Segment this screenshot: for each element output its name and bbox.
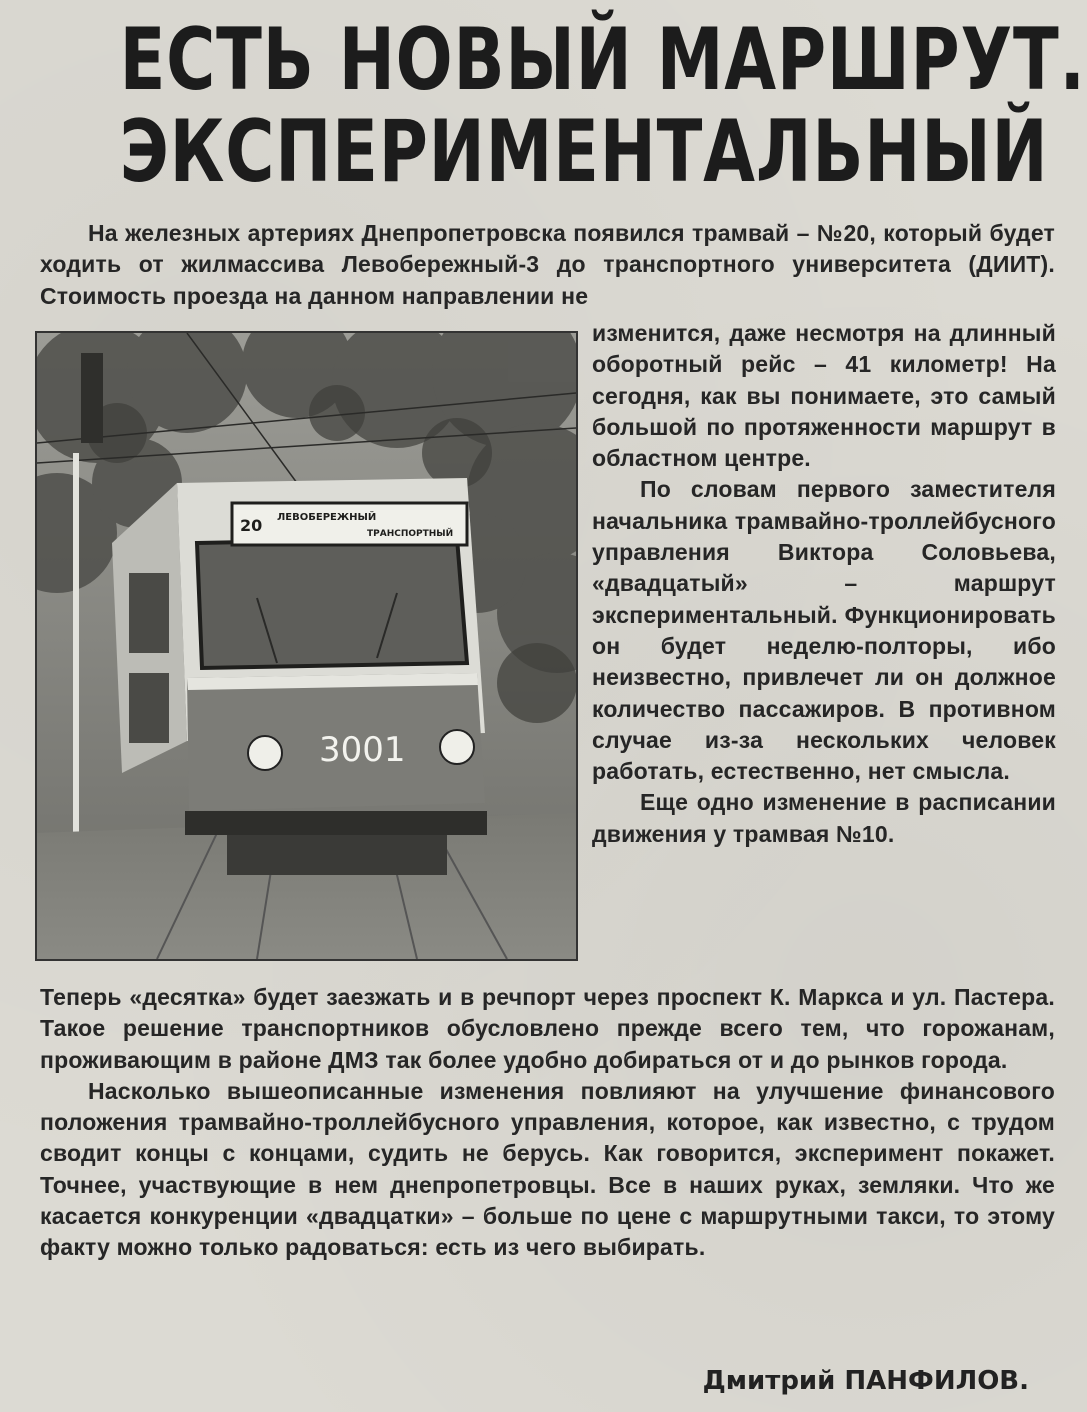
side-column — [592, 318, 1056, 850]
headline — [119, 10, 1086, 202]
tram-photo — [35, 331, 578, 961]
side-paragraph-3: Еще одно изменение в расписании движения у трамвая №10. — [592, 789, 1056, 847]
side-paragraph-1: изменится, даже несмотря на длинный оборотный рейс – 41 километр! На сегодня, как вы понимаете, это самый большой по протяженности маршрут в областном центре. — [592, 320, 1056, 472]
headline-line-2: ЭКСПЕРИМЕНТАЛЬНЫЙ — [119, 102, 1049, 202]
bottom-paragraph-1: Теперь «десятка» будет заезжать и в речпорт через проспект К. Маркса и ул. Пастера. Такое решение транспортников обусловлено прежде всего тем, что горожанам, проживающим в районе ДМЗ так более удобно добираться от и до рынков города. — [40, 984, 1055, 1073]
bottom-paragraph-2: Насколько вышеописанные изменения повлияют на улучшение финансового положения трамвайно-троллейбусного управления, которое, как известно, с трудом сводит концы с концами, судить не берусь. Как говорится, эксперимент покажет. Точнее, участвующие в нем днепропетровцы. Все в наших руках, земляки. Что же касается конкуренции «двадцатки» – больше по цене с маршрутными такси, то этому факту можно только радоваться: есть из чего выбирать. — [40, 1077, 1055, 1261]
route-number: 20 — [240, 516, 263, 535]
lead-paragraph-block — [40, 218, 1055, 312]
headline-line-1: ЕСТЬ НОВЫЙ МАРШРУТ. — [119, 10, 1086, 110]
tram-illustration — [37, 333, 576, 959]
side-paragraph-2: По словам первого заместителя начальника трамвайно-троллейбусного управления Виктора Соловьева, «двадцатый» – маршрут экспериментальный. Функционировать он будет неделю-полторы, ибо неизвестно, привлечет ли он должное количество пассажиров. В противном случае из-за нескольких человек работать, естественно, нет смысла. — [592, 476, 1056, 785]
destination-line-2: ТРАНСПОРТНЫЙ — [367, 529, 454, 539]
lead-paragraph: На железных артериях Днепропетровска появился трамвай – №20, который будет ходить от жилмассива Левобережный-3 до транспортного университета (ДИИТ). Стоимость проезда на данном направлении не — [40, 220, 1055, 309]
bottom-block — [40, 982, 1055, 1264]
destination-line-1: ЛЕВОБЕРЕЖНЫЙ — [277, 512, 377, 523]
author-signature: Дмитрий ПАНФИЛОВ. — [702, 1366, 1029, 1396]
fleet-number: 3001 — [319, 730, 406, 770]
